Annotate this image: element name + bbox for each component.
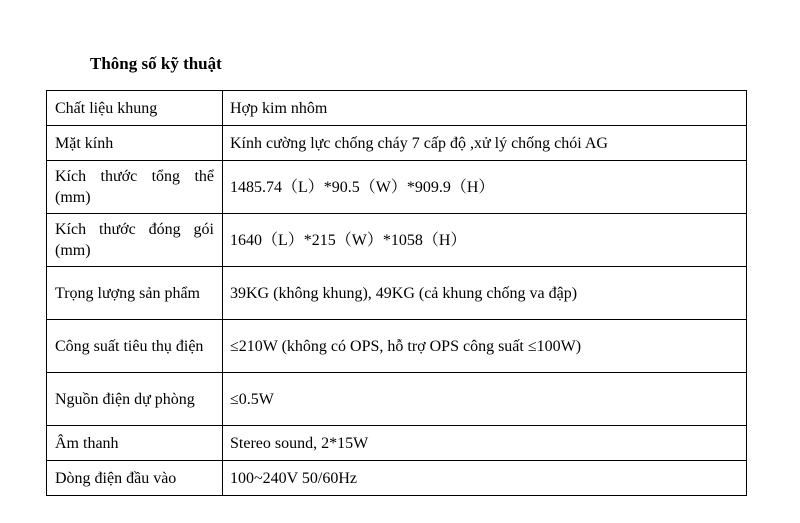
table-row: [47, 126, 747, 161]
spec-label: Công suất tiêu thụ điện: [47, 320, 223, 373]
spec-label: Âm thanh: [47, 426, 223, 461]
spec-label: Trọng lượng sản phẩm: [47, 267, 223, 320]
spec-label: Kích thước tổng thể (mm): [47, 161, 223, 214]
table-row: [47, 267, 747, 320]
spec-label: Chất liệu khung: [47, 91, 223, 126]
spec-value: 1640（L）*215（W）*1058（H）: [223, 214, 747, 267]
table-row: [47, 214, 747, 267]
spec-label: Mặt kính: [47, 126, 223, 161]
spec-value: ≤0.5W: [223, 373, 747, 426]
spec-label: Kích thước đóng gói (mm): [47, 214, 223, 267]
spec-value: 39KG (không khung), 49KG (cả khung chống va đập): [223, 267, 747, 320]
spec-label: Dòng điện đầu vào: [47, 461, 223, 496]
table-row: [47, 373, 747, 426]
table-row: [47, 320, 747, 373]
spec-value: Kính cường lực chống cháy 7 cấp độ ,xử lý chống chói AG: [223, 126, 747, 161]
table-row: [47, 426, 747, 461]
page-title: Thông số kỹ thuật: [90, 54, 222, 73]
spec-value: Hợp kim nhôm: [223, 91, 747, 126]
spec-value: 1485.74（L）*90.5（W）*909.9（H）: [223, 161, 747, 214]
table-row: [47, 91, 747, 126]
spec-label: Nguồn điện dự phòng: [47, 373, 223, 426]
table-row: [47, 461, 747, 496]
spec-value: Stereo sound, 2*15W: [223, 426, 747, 461]
spec-table: [46, 90, 747, 496]
spec-value: ≤210W (không có OPS, hỗ trợ OPS công suất ≤100W): [223, 320, 747, 373]
table-row: [47, 161, 747, 214]
spec-value: 100~240V 50/60Hz: [223, 461, 747, 496]
